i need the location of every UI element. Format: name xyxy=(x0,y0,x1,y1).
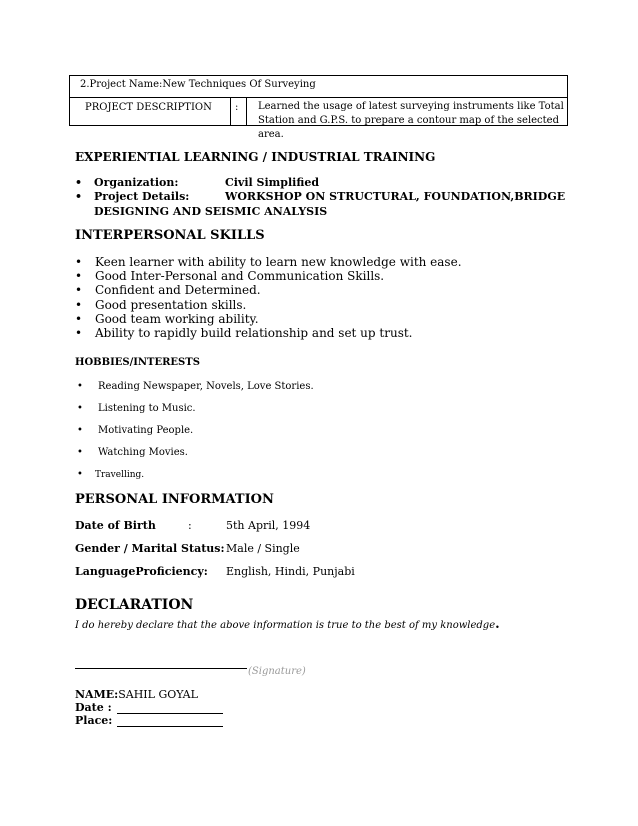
gender-value: Male / Single xyxy=(226,542,300,555)
hobby-item: Motivating People. xyxy=(98,425,194,436)
list-item: • Good Inter-Personal and Communication Skills. xyxy=(75,269,385,284)
place-line xyxy=(117,726,223,727)
organization-value: Civil Simplified xyxy=(225,176,320,189)
list-item: • Keen learner with ability to learn new knowledge with ease. xyxy=(75,255,462,269)
dob-value: 5th April, 1994 xyxy=(226,519,311,532)
list-item: • Ability to rapidly build relationship and set up trust. xyxy=(75,326,413,341)
name-line xyxy=(75,688,198,701)
project-details-label: Project Details: xyxy=(94,190,190,203)
interpersonal-heading: INTERPERSONAL SKILLS xyxy=(75,228,265,243)
declaration-text: I do hereby declare that the above information is true to the best of my knowledge. xyxy=(75,617,500,632)
hobby-bullet: • xyxy=(77,425,83,436)
declaration-heading: DECLARATION xyxy=(75,597,194,613)
project-description-line-1: Learned the usage of latest surveying instruments like Total xyxy=(258,101,564,112)
date-line xyxy=(117,713,223,714)
personal-heading: PERSONAL INFORMATION xyxy=(75,492,274,507)
experiential-heading: EXPERIENTIAL LEARNING / INDUSTRIAL TRAINING xyxy=(75,150,436,164)
hobby-item: Listening to Music. xyxy=(98,403,196,414)
project-details-value-2: DESIGNING AND SEISMIC ANALYSIS xyxy=(94,205,328,218)
project-title: 2.Project Name:New Techniques Of Surveying xyxy=(80,79,316,90)
hobby-item: Travelling. xyxy=(95,470,145,480)
dob-colon: : xyxy=(188,519,192,532)
language-value: English, Hindi, Punjabi xyxy=(226,565,355,578)
gender-label: Gender / Marital Status: xyxy=(75,542,225,555)
project-details-value-1: WORKSHOP ON STRUCTURAL, FOUNDATION,BRIDGE xyxy=(225,190,566,203)
hobby-item: Reading Newspaper, Novels, Love Stories. xyxy=(98,381,314,392)
hobbies-heading: HOBBIES/INTERESTS xyxy=(75,357,200,368)
table-divider xyxy=(230,98,231,125)
interpersonal-list xyxy=(75,255,462,340)
organization-label: Organization: xyxy=(94,176,179,189)
project-details-bullet: • xyxy=(75,190,83,203)
list-item: • Good team working ability. xyxy=(75,311,259,326)
project-description-label: PROJECT DESCRIPTION xyxy=(85,102,212,113)
hobby-bullet: • xyxy=(77,403,83,414)
hobby-bullet: • xyxy=(77,447,83,458)
signature-caption: (Signature) xyxy=(248,666,306,677)
hobby-bullet: • xyxy=(77,381,83,392)
organization-bullet: • xyxy=(75,176,83,189)
list-item: • Good presentation skills. xyxy=(75,297,247,312)
place-label: Place: xyxy=(75,714,113,727)
table-colon: : xyxy=(235,102,239,113)
list-item: • Confident and Determined. xyxy=(75,283,261,298)
name-value: SAHIL GOYAL xyxy=(118,688,198,701)
hobby-item: Watching Movies. xyxy=(98,447,188,458)
language-label: LanguageProficiency: xyxy=(75,565,208,578)
signature-line xyxy=(75,668,247,669)
hobby-bullet: • xyxy=(77,469,83,480)
dob-label: Date of Birth xyxy=(75,519,156,532)
name-label: NAME: xyxy=(75,688,119,701)
project-table xyxy=(69,75,568,140)
project-description-line-2: Station and G.P.S. to prepare a contour map of the selected area. xyxy=(258,115,559,140)
date-label: Date : xyxy=(75,701,112,714)
table-divider xyxy=(246,98,247,125)
project-title-row xyxy=(70,76,567,98)
